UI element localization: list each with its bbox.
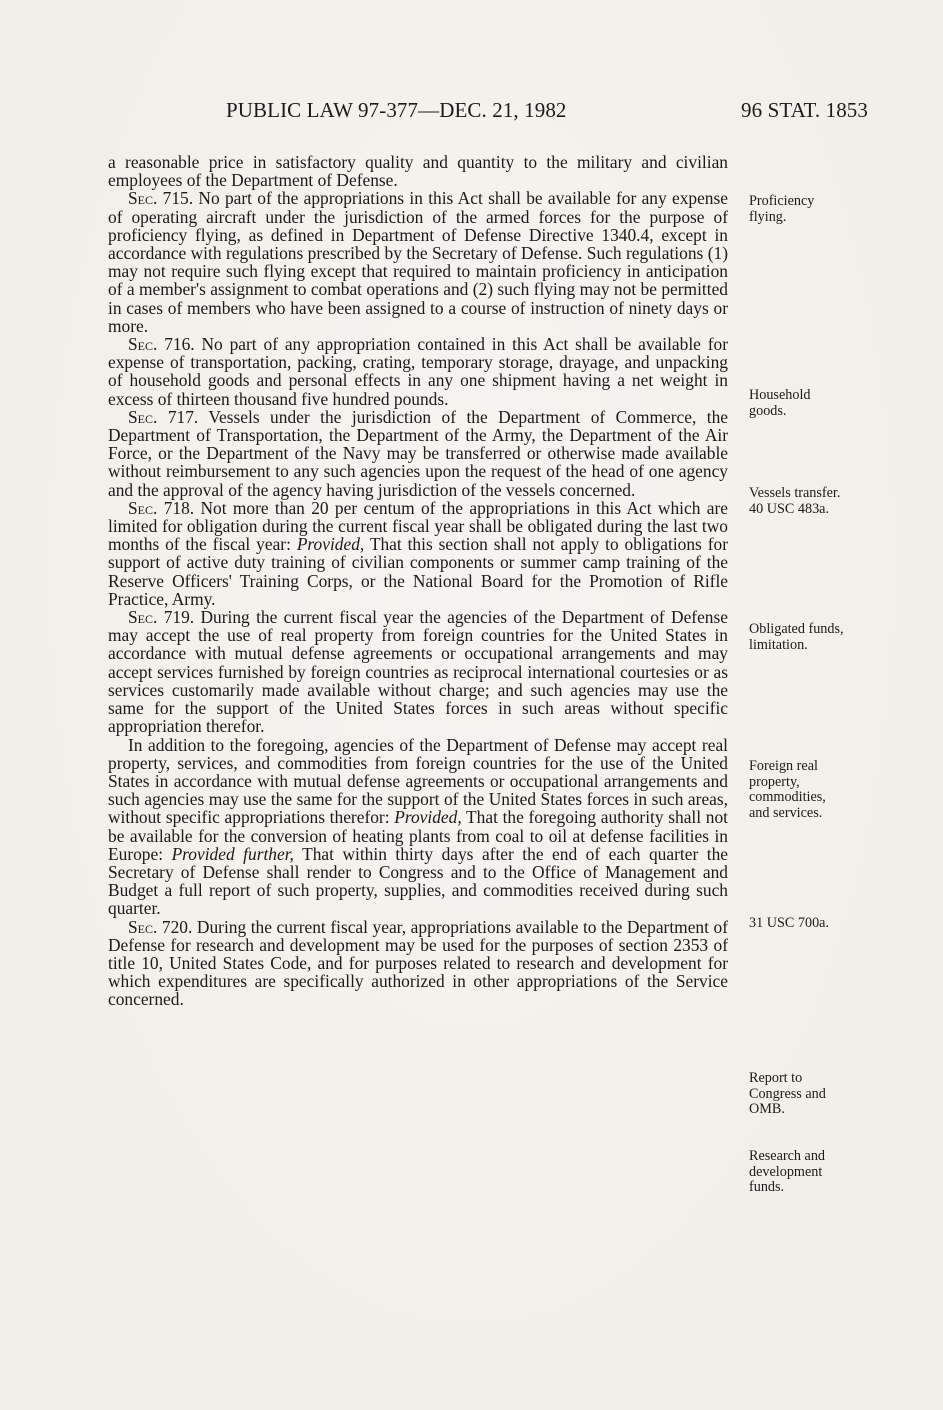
section-720: Sec. 720. During the current fiscal year, appropriations available to the Department of Defense for research and development may be used for the purposes of section 2353 of title 10, United States Code, and for purposes related to research and development for which expenditures are specifically authorized in other appropriations of the Service concerned. xyxy=(108,916,728,1010)
margin-note-foreign-real-property: Foreign real property, commodities, and services. xyxy=(749,758,826,821)
margin-note-report-to-congress: Report to Congress and OMB. xyxy=(749,1070,826,1118)
margin-note-proficiency-flying: Proficiency flying. xyxy=(749,193,815,225)
page-header xyxy=(226,98,868,128)
margin-note-vessels-transfer: Vessels transfer. 40 USC 483a. xyxy=(749,485,841,517)
margin-note-research-development-funds: Research and development funds. xyxy=(749,1148,826,1196)
margin-note-household-goods: Household goods. xyxy=(749,387,811,419)
public-law-heading: PUBLIC LAW 97-377—DEC. 21, 1982 xyxy=(226,98,567,122)
section-719: Sec. 719. During the current fiscal year the agencies of the Department of Defense may accept the use of real property from foreign countries for the United States in accordance with mutual defense agreements or occupational arrangements and may accept services furnished by foreign countries as reciprocal international courtesies or as services customarily made available without charge; and such agencies may use the same for the support of the United States forces in such areas without specific appropriation therefor. xyxy=(108,607,728,737)
section-715: Sec. 715. No part of the appropriations in this Act shall be available for any expense of operating aircraft under the jurisdiction of the armed forces for the purpose of proficiency flying, as defined in Department of Defense Directive 1340.4, except in accordance with regulations prescribed by the Secretary of Defense. Such regulations (1) may not require such flying except that required to maintain proficiency in anticipation of a member's assignment to combat operations and (2) such flying may not be permitted in cases of members who have been assigned to a course of instruction of ninety days or more. xyxy=(108,188,728,336)
body-text xyxy=(108,153,728,1009)
statute-page-number: 96 STAT. 1853 xyxy=(741,98,868,122)
paragraph-continuation: a reasonable price in satisfactory quality and quantity to the military and civilian employees of the Department of Defense. xyxy=(108,152,728,191)
section-719-addition: In addition to the foregoing, agencies of the Department of Defense may accept real property, services, and commodities from foreign countries for the use of the United States in accordance with mutual defense agreements or occupational arrangements and such agencies may use the same for the support of the United States forces in such areas, without specific appropriations therefor: Provided, That the foregoing authority shall not be available for the conversion of heating plants from coal to oil at defense facilities in Europe: Provided further, That within thirty days after the end of each quarter the Secretary of Defense shall render to Congress and to the Office of Management and Budget a full report of such property, supplies, and commodities received during such quarter. xyxy=(108,734,728,919)
section-717: Sec. 717. Vessels under the jurisdiction of the Department of Commerce, the Department of Transportation, the Department of the Army, the Department of the Air Force, or the Department of the Navy may be transferred or otherwise made available without reimbursement to any such agencies upon the request of the head of one agency and the approval of the agency having jurisdiction of the vessels concerned. xyxy=(108,406,728,500)
section-716: Sec. 716. No part of any appropriation contained in this Act shall be available for expense of transportation, packing, crating, temporary storage, drayage, and unpacking of household goods and personal effects in any one shipment having a net weight in excess of thirteen thousand five hundred pounds. xyxy=(108,334,728,409)
margin-note-31-usc-700a: 31 USC 700a. xyxy=(749,915,830,931)
section-718: Sec. 718. Not more than 20 per centum of the appropriations in this Act which are limited for obligation during the current fiscal year shall be obligated during the last two months of the fiscal year: Provided, That this section shall not apply to obligations for support of active duty training of civilian components or summer camp training of the Reserve Officers' Training Corps, or the National Board for the Promotion of Rifle Practice, Army. xyxy=(108,497,728,609)
margin-note-obligated-funds: Obligated funds, limitation. xyxy=(749,621,844,653)
